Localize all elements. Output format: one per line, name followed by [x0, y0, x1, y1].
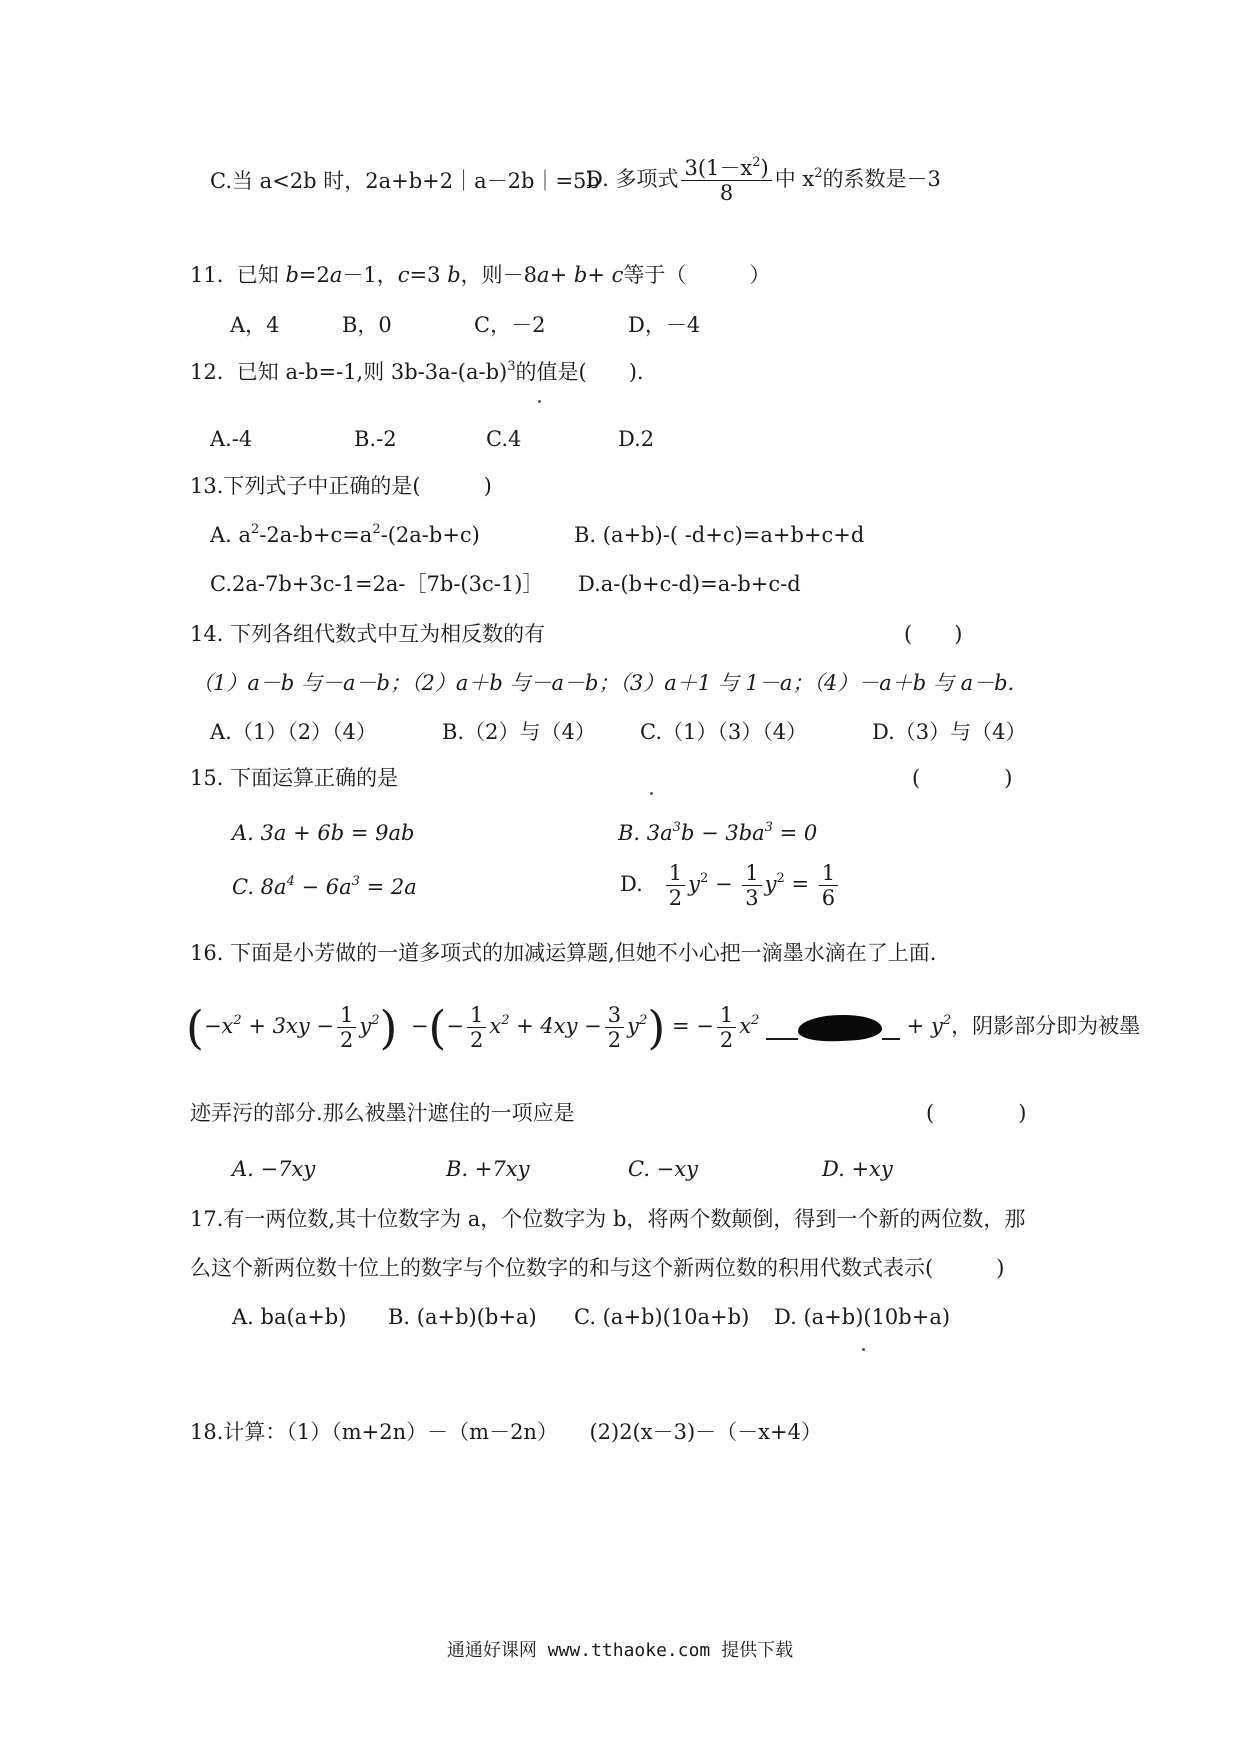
q17-stem-1: 17.有一两位数,其十位数字为 a，个位数字为 b，将两个数颠倒，得到一个新的两位数，那 [190, 1207, 1026, 1231]
q10-option-d-suffix: 的系数是－3 [822, 167, 941, 191]
scan-speck [650, 792, 653, 795]
q10-option-d: D. 多项式 $\frac{3(1-x^2)}{8}$ 中 $x^2$的系数是－3 [586, 155, 941, 205]
q11-option-a: A，4 [230, 313, 280, 337]
q15-option-c: C. $8a^4 - 6a^3 = 2a$ [232, 874, 417, 899]
q15-option-a: A. 3a + 6b = 9ab [232, 821, 415, 845]
q18-stem: 18.计算：（1）（m+2n）－（m－2n） (2)2(x－3)－（－x+4） [190, 1420, 822, 1444]
q17-option-b: B. (a+b)(b+a) [388, 1305, 537, 1329]
q14-answer-bracket: ( ) [904, 622, 963, 646]
q13-option-b: B. (a+b)-( -d+c)=a+b+c+d [574, 523, 865, 547]
scan-speck [538, 400, 541, 403]
q13-option-c: C.2a-7b+3c-1=2a-［7b-(3c-1)］ [210, 572, 544, 596]
q13-option-d: D.a-(b+c-d)=a-b+c-d [578, 572, 801, 596]
q16-expression: ($-x^2 + 3xy$ − $\frac{1}{2}$ $y^2$) −(− $\frac{1}{2}$ $x^2 + 4xy$ − $\frac{3}{2}$ $y^2$) = − $\frac{1}{2}$ $x^2 + y^2$，阴影部分即为被墨 [186, 1000, 1141, 1055]
q11-option-d: D，－4 [628, 313, 701, 337]
q17-option-a: A. ba(a+b) [232, 1305, 347, 1329]
q12-stem: 12. 已知 a-b=-1,则 $3b-3a-(a-b)^3$的值是( ). [190, 359, 644, 384]
q11-stem: 11. 已知 b=2a－1，c=3 b，则－8a+ b+ c等于（ ） [190, 263, 771, 287]
q15-stem: 15. 下面运算正确的是 [190, 766, 399, 790]
q12-option-b: B.-2 [354, 427, 397, 451]
q12-option-d: D.2 [618, 427, 655, 451]
q16-stem-2: 迹弄污的部分.那么被墨汁遮住的一项应是 [190, 1101, 575, 1125]
q12-option-c: C.4 [486, 427, 522, 451]
q14-stem: 14. 下列各组代数式中互为相反数的有 [190, 622, 546, 646]
q13-stem: 13.下列式子中正确的是( ) [190, 474, 492, 498]
q16-answer-bracket: ( ) [926, 1101, 1027, 1125]
q15-option-b: B. $3a^3b - 3ba^3 = 0$ [618, 820, 818, 845]
q15-answer-bracket: ( ) [912, 766, 1013, 790]
q11-option-c: C，－2 [474, 313, 546, 337]
q16-stem: 16. 下面是小芳做的一道多项式的加减运算题,但她不小心把一滴墨水滴在了上面. [190, 941, 937, 965]
scan-speck [862, 1348, 865, 1351]
q17-stem-2: 么这个新两位数十位上的数字与个位数字的和与这个新两位数的积用代数式表示( ) [190, 1256, 1005, 1280]
q14-option-c: C.（1）（3）（4） [640, 720, 808, 744]
q10-option-d-prefix: D. 多项式 [586, 167, 679, 191]
q15-option-d: D. $\frac{1}{2}$ $y^2$ − $\frac{1}{3}$ $y^2$ = $\frac{1}{6}$ [620, 854, 841, 914]
q17-option-c: C. (a+b)(10a+b) [574, 1305, 750, 1329]
q16-option-b: B. +7xy [446, 1157, 530, 1181]
page-footer: 通通好课网 www.tthaoke.com 提供下载 [446, 1640, 794, 1661]
q16-option-c: C. −xy [628, 1157, 698, 1181]
q10-fraction: $\frac{3(1-x^2)}{8}$ [681, 156, 771, 205]
q14-option-a: A.（1）（2）（4） [210, 720, 377, 744]
q10-option-c: C.当 a<2b 时，2a+b+2｜a－2b｜=5b [210, 169, 600, 193]
q11-option-b: B，0 [342, 313, 392, 337]
q10-option-d-middle: 中 x [774, 167, 815, 191]
q14-option-d: D.（3）与（4） [872, 720, 1027, 744]
q16-option-a: A. −7xy [232, 1157, 316, 1181]
q17-option-d: D. (a+b)(10b+a) [774, 1305, 951, 1329]
q16-expr-tail: ，阴影部分即为被墨 [951, 1014, 1141, 1038]
ink-blot [797, 1012, 882, 1042]
q13-option-a: A. $a^2-2a-b+c=a^2-(2a-b+c)$ [210, 522, 480, 547]
q16-option-d: D. +xy [822, 1157, 893, 1181]
q14-option-b: B.（2）与（4） [442, 720, 596, 744]
q12-option-a: A.-4 [210, 427, 253, 451]
q14-groups: （1）a－b 与－a－b；（2）a＋b 与－a－b；（3）a＋1 与 1－a；（4）－a＋b 与 a－b. [192, 671, 1015, 695]
